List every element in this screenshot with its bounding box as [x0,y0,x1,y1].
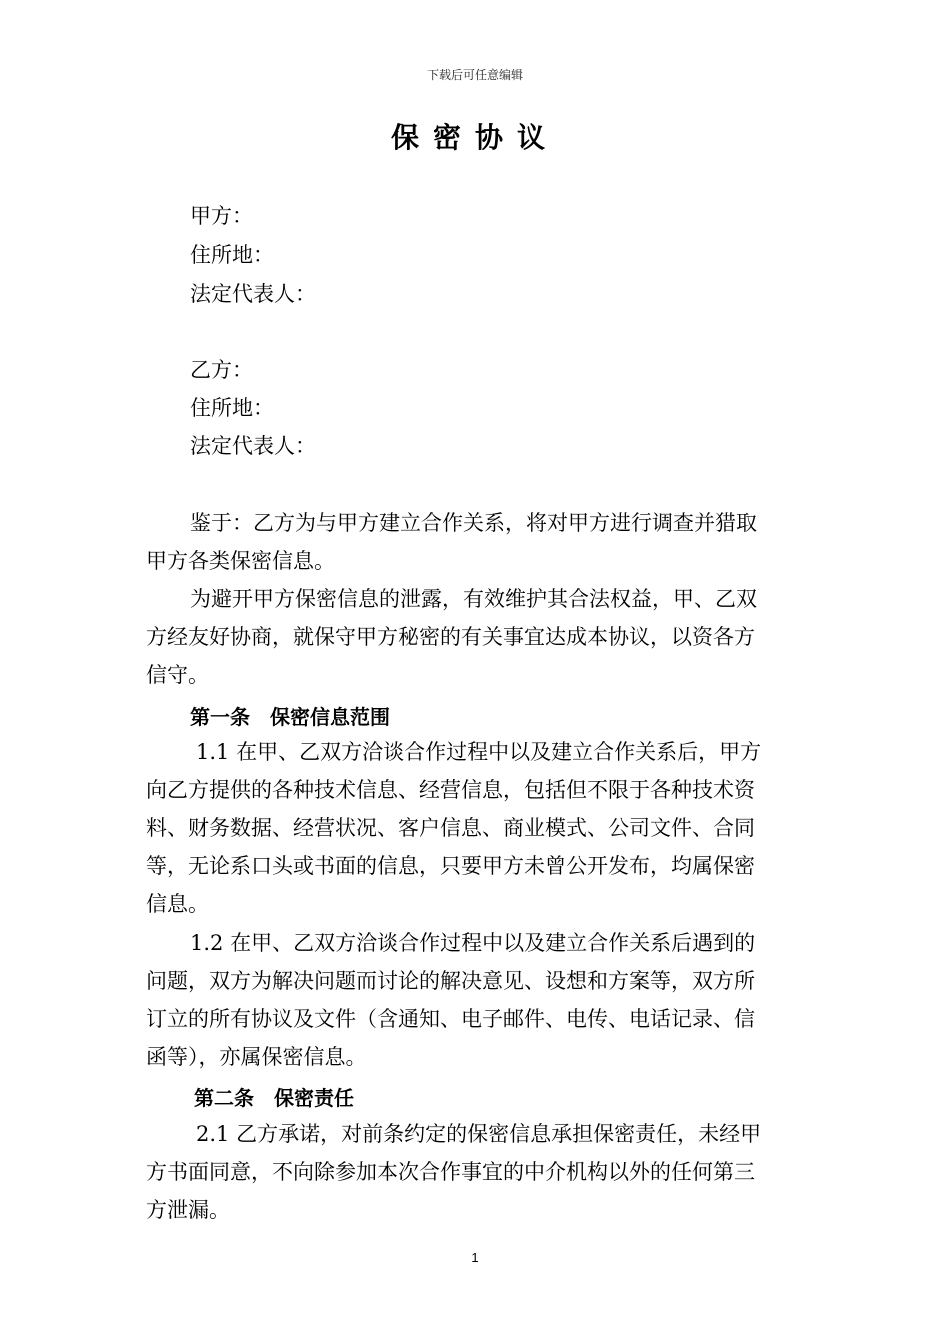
clause-2-1-line-1: 2.1 乙方承诺，对前条约定的保密信息承担保密责任，未经甲 [196,1122,762,1146]
clause-1-1-line-2: 向乙方提供的各种技术信息、经营信息，包括但不限于各种技术资 [146,778,755,802]
clause-2-1-line-2: 方书面同意，不向除参加本次合作事宜的中介机构以外的任何第三 [146,1160,755,1184]
clause-1-1-line-5: 信息。 [146,892,209,916]
article-1-heading: 第一条 保密信息范围 [190,705,390,729]
clause-1-1-line-3: 料、财务数据、经营状况、客户信息、商业模式、公司文件、合同 [146,816,755,840]
clause-2-1-line-3: 方泄漏。 [146,1198,230,1222]
article-2-heading: 第二条 保密责任 [194,1086,354,1110]
party-b-name-label: 乙方： [190,358,253,382]
page-number: 1 [471,1250,479,1265]
clause-1-1-line-1: 1.1 在甲、乙双方洽谈合作过程中以及建立合作关系后，甲方 [196,740,762,764]
clause-1-2-line-1: 1.2 在甲、乙双方洽谈合作过程中以及建立合作关系后遇到的 [190,931,756,955]
party-b-address-label: 住所地： [190,396,274,420]
party-a-rep-label: 法定代表人： [190,282,316,306]
clause-1-2-line-2: 问题，双方为解决问题而讨论的解决意见、设想和方案等，双方所 [146,969,755,993]
purpose-line-1: 为避开甲方保密信息的泄露，有效维护其合法权益，甲、乙双 [190,587,757,611]
party-a-name-label: 甲方： [190,204,253,228]
clause-1-2-line-3: 订立的所有协议及文件（含通知、电子邮件、电传、电话记录、信 [146,1007,755,1031]
party-b-rep-label: 法定代表人： [190,434,316,458]
whereas-line-2: 甲方各类保密信息。 [146,549,335,573]
header-note: 下载后可任意编辑 [426,68,523,82]
purpose-line-3: 信守。 [146,663,209,687]
whereas-line-1: 鉴于：乙方为与甲方建立合作关系，将对甲方进行调查并猎取 [190,511,757,535]
purpose-line-2: 方经友好协商，就保守甲方秘密的有关事宜达成本协议，以资各方 [146,625,755,649]
party-a-address-label: 住所地： [190,243,274,267]
clause-1-2-line-4: 函等），亦属保密信息。 [146,1045,367,1069]
clause-1-1-line-4: 等，无论系口头或书面的信息，只要甲方未曾公开发布，均属保密 [146,854,755,878]
document-title: 保密协议 [390,121,559,154]
